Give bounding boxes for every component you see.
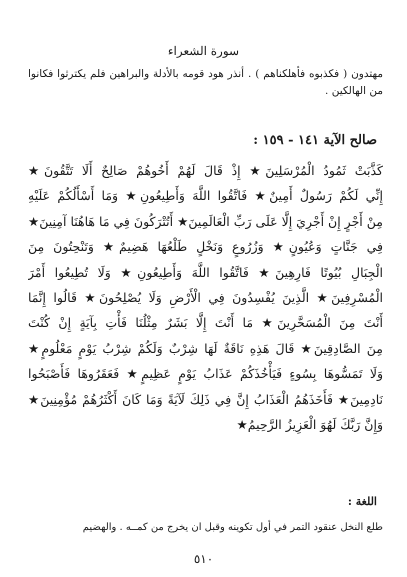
verse-line: وَإِنَّ رَبَّكَ لَهُوَ الْعَزِيزُ الرَّحِيمُ★	[236, 417, 383, 433]
surah-title: سورة الشعراء	[167, 44, 240, 58]
verse-line: إِنِّي لَكُمْ رَسُولٌ أَمِينٌ★ فَاتَّقُوا اللَّهَ وَأَطِيعُونِ★ وَمَا أَسْأَلُكُمْ عَلَيْهِ	[28, 188, 383, 204]
verse-line: الْجِبَالِ بُيُوتًا فَارِهِينَ★ فَاتَّقُوا اللَّهَ وَأَطِيعُونِ★ وَلَا تُطِيعُوا أَمْرَ	[28, 264, 383, 280]
verse-line: مِنَ الصَّادِقِينَ★ قَالَ هَذِهِ نَاقَةٌ لَهَا شِرْبٌ وَلَكُمْ شِرْبُ يَوْمٍ مَعْلُومٍ★	[28, 340, 383, 356]
page-number: ٥١٠	[193, 552, 214, 566]
verse-line: مِنْ أَجْرٍ إِنْ أَجْرِيَ إِلَّا عَلَى رَبِّ الْعَالَمِينَ★ أَتُتْرَكُونَ فِي مَا هَاهُنَا آمِنِينَ★	[28, 213, 383, 229]
verse-line: كَذَّبَتْ ثَمُودُ الْمُرْسَلِينَ★ إِذْ قَالَ لَهُمْ أَخُوهُمْ صَالِحٌ أَلَا تَتَّقُونَ★	[28, 163, 383, 178]
intro-paragraph: مهتدون ( فكذبوه فأهلكناهم ) . أنذر هود قومه بالأدلة والبراهين فلم يكترثوا فكانوا من الهالكين .	[28, 68, 383, 97]
verses-block	[28, 158, 383, 437]
verse-line: وَلَا تَمَسُّوهَا بِسُوءٍ فَيَأْخُذَكُمْ عَذَابُ يَوْمٍ عَظِيمٍ★ فَعَقَرُوهَا فَأَصْبَحُوا	[28, 366, 383, 382]
verse-line: فِي جَنَّاتٍ وَعُيُونٍ★ وَزُرُوعٍ وَنَخْلٍ طَلْعُهَا هَضِيمٌ★ وَتَنْحِتُونَ مِنَ	[28, 239, 383, 255]
glossary-text: طلع النخل عنقود التمر في أول تكوينه وقبل ان يخرج من كمــه . والهضيم	[82, 522, 383, 533]
glossary-title: اللغة :	[347, 495, 377, 508]
verse-line: أَنْتَ مِنَ الْمُسَحَّرِينَ★ مَا أَنْتَ إِلَّا بَشَرٌ مِثْلُنَا فَأْتِ بِآيَةٍ إِنْ كُنْتَ	[28, 315, 383, 331]
verse-line: الْمُسْرِفِينَ★ الَّذِينَ يُفْسِدُونَ فِي الْأَرْضِ وَلَا يُصْلِحُونَ★ قَالُوا إِنَّمَا	[28, 290, 383, 306]
section-title: صالح الآية ١٤١ - ١٥٩ :	[253, 133, 377, 148]
verse-line: نَادِمِينَ★ فَأَخَذَهُمُ الْعَذَابُ إِنَّ فِي ذَلِكَ لَآيَةً وَمَا كَانَ أَكْثَرُهُمْ مُؤْمِنِينَ★	[28, 391, 383, 407]
